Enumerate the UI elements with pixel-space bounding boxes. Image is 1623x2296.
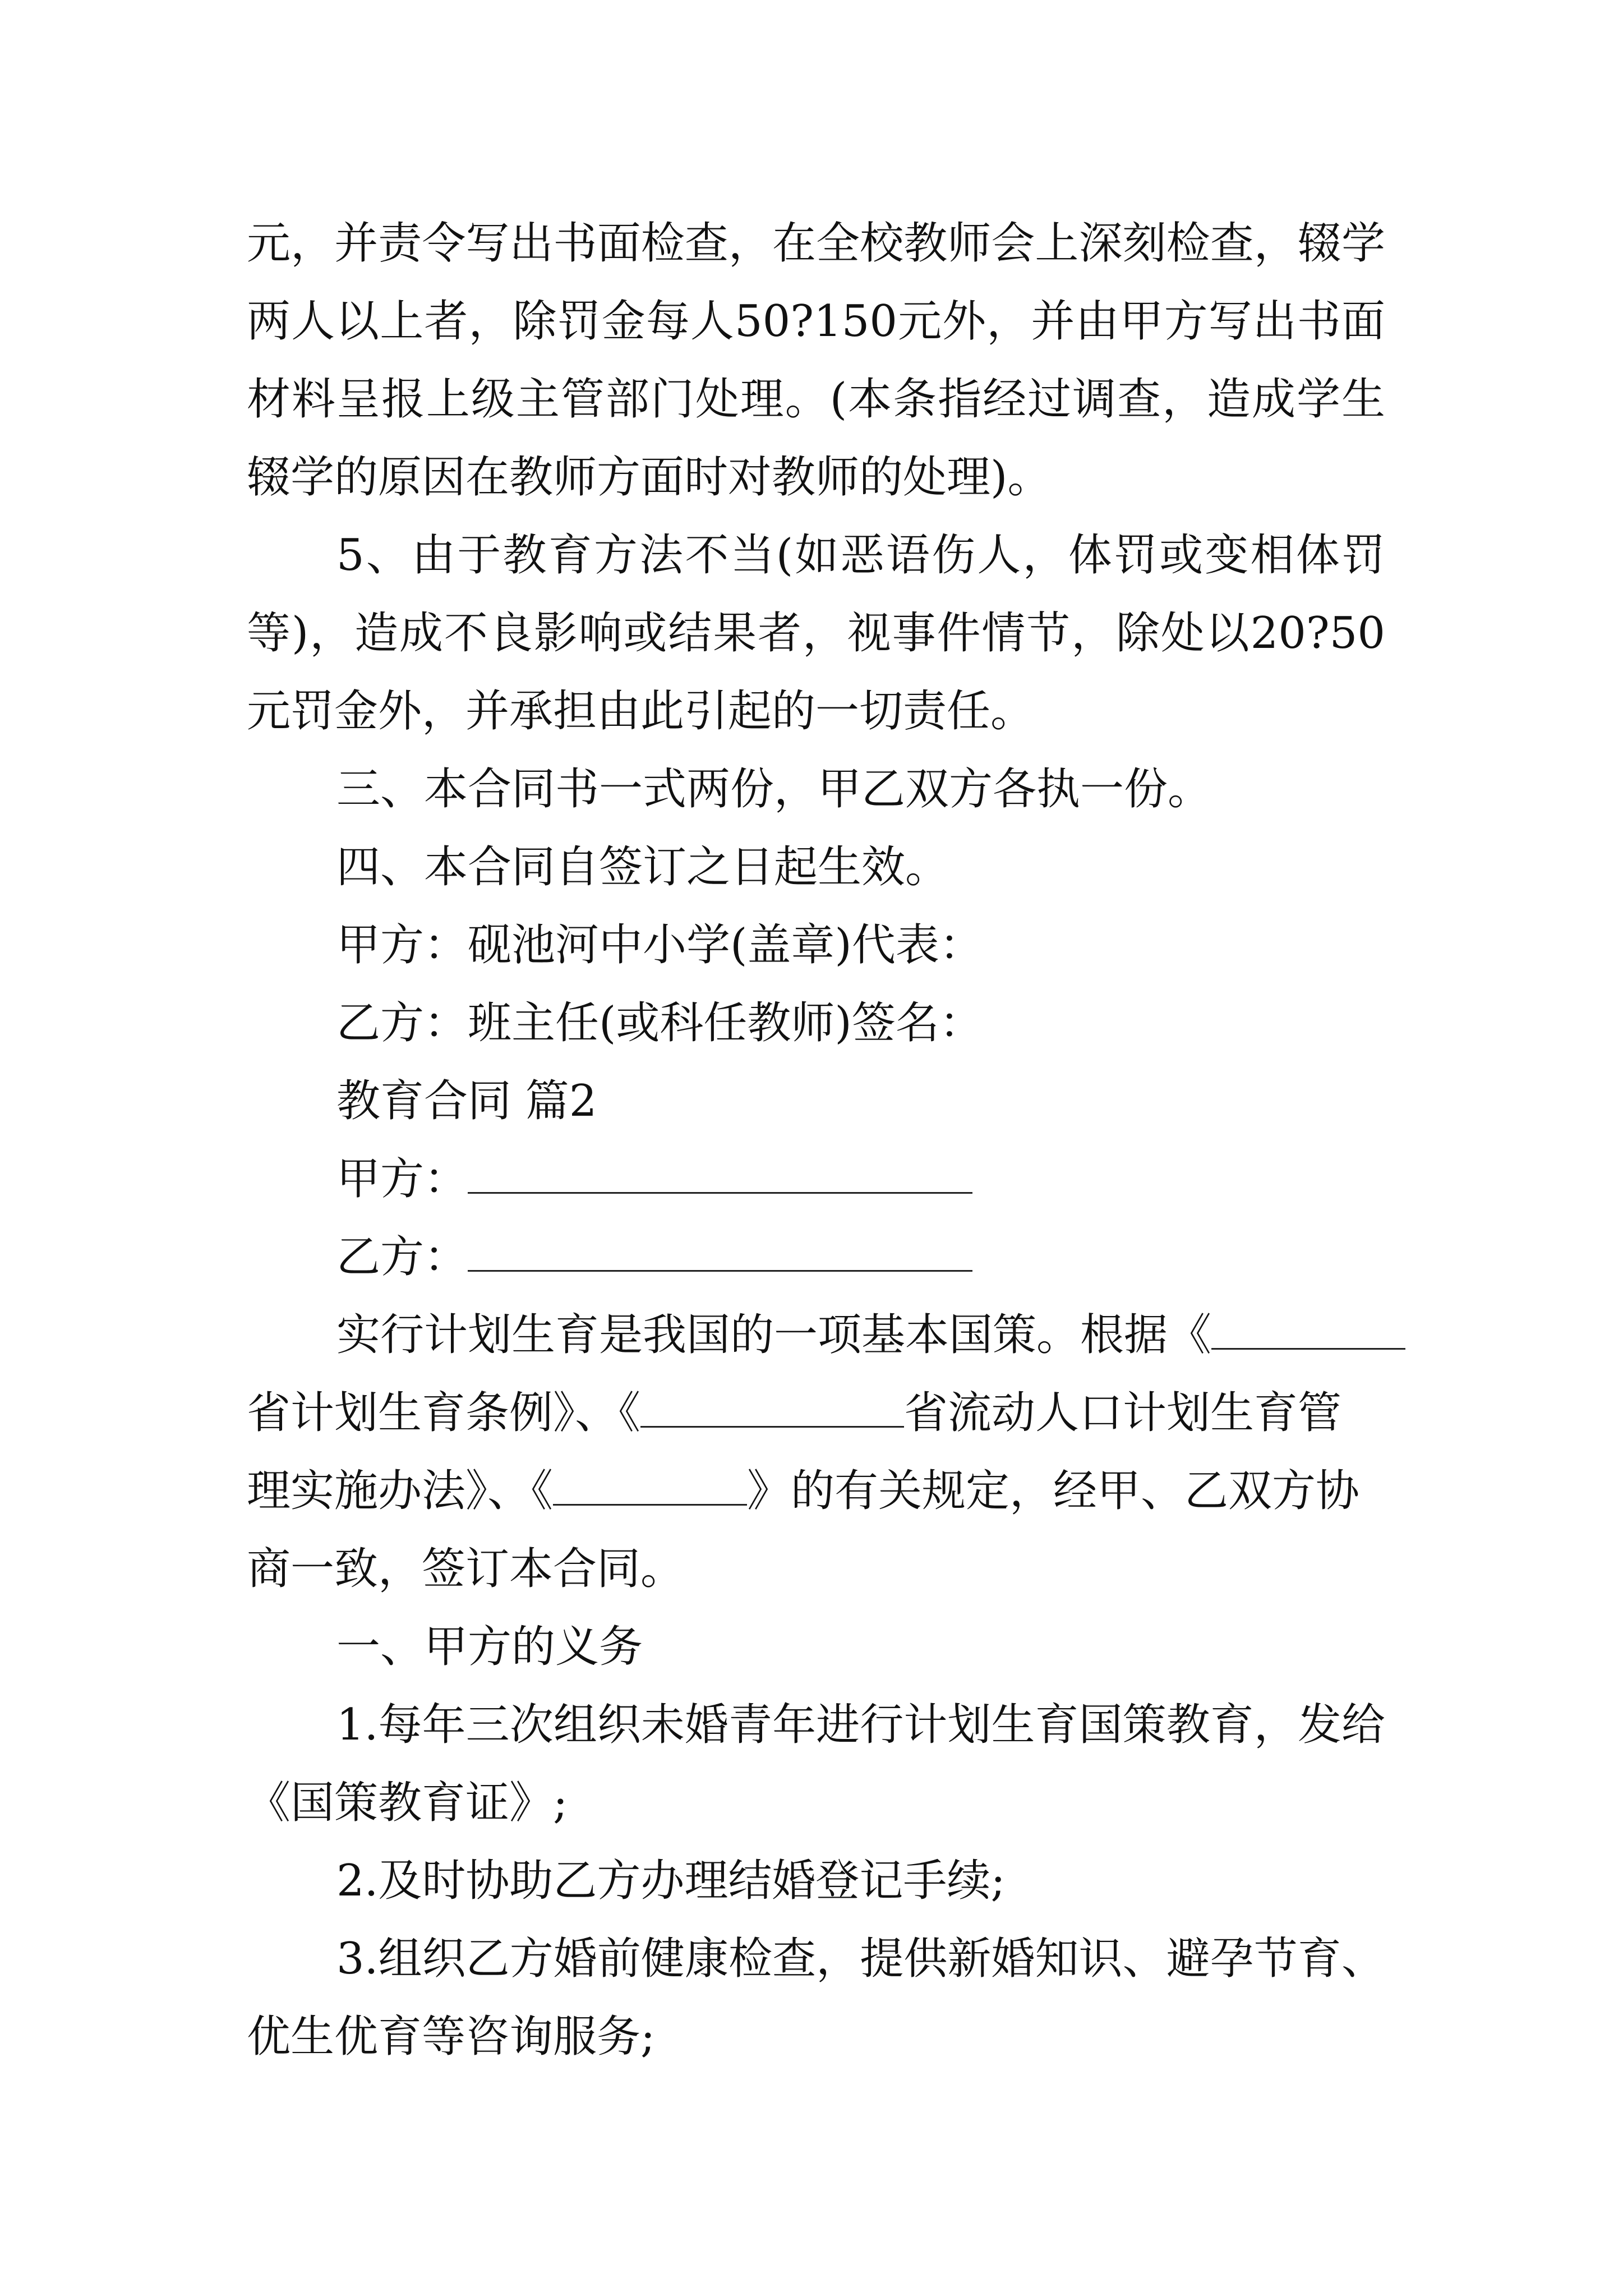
- paragraph-line: 元，并责令写出书面检查，在全校教师会上深刻检查，辍学: [247, 218, 1385, 269]
- text-run: 省流动人口计划生育管: [904, 1388, 1342, 1438]
- paragraph-line: 商一致，签订本合同。: [247, 1544, 685, 1594]
- province-blank: [640, 1419, 904, 1428]
- paragraph-line: 材料呈报上级主管部门处理。(本条指经过调查，造成学生: [247, 374, 1385, 425]
- clause-four: 四、本合同自签订之日起生效。: [336, 842, 949, 892]
- paragraph-line: 《国策教育证》;: [247, 1778, 568, 1828]
- party-a-blank: [468, 1185, 972, 1194]
- paragraph-line: 两人以上者，除罚金每人50?150元外，并由甲方写出书面: [247, 296, 1385, 347]
- text-run: 理实施办法》、《: [247, 1466, 554, 1516]
- section-title: 教育合同 篇2: [336, 1076, 597, 1126]
- paragraph-line: 元罚金外，并承担由此引起的一切责任。: [247, 686, 1035, 737]
- heading-party-a-duties: 一、甲方的义务: [336, 1622, 643, 1672]
- paragraph-line: 辍学的原因在教师方面时对教师的处理)。: [247, 452, 1052, 503]
- clause-three: 三、本合同书一式两份，甲乙双方各执一份。: [336, 764, 1212, 815]
- party-a-field: [336, 1154, 1385, 1204]
- duty-3-line: 3.组织乙方婚前健康检查，提供新婚知识、避孕节育、: [336, 1934, 1385, 1984]
- party-a-signature-line: 甲方：砚池河中小学(盖章)代表：: [336, 920, 983, 970]
- paragraph-line: 等)，造成不良影响或结果者，视事件情节，除处以20?50: [247, 608, 1385, 659]
- party-b-signature-line: 乙方：班主任(或科任教师)签名：: [336, 998, 983, 1048]
- text-run: 》的有关规定，经甲、乙双方协: [747, 1466, 1360, 1516]
- text-run: 实行计划生育是我国的一项基本国策。根据《: [336, 1310, 1212, 1360]
- party-b-label: 乙方：: [336, 1232, 468, 1282]
- clause-5-line: 5、由于教育方法不当(如恶语伤人，体罚或变相体罚: [336, 530, 1385, 581]
- paragraph-line: [336, 1310, 1385, 1360]
- party-b-blank: [468, 1263, 972, 1272]
- paragraph-line: [247, 1388, 1385, 1438]
- duty-1-line: 1.每年三次组织未婚青年进行计划生育国策教育，发给: [336, 1700, 1385, 1750]
- regulation-blank: [553, 1497, 747, 1506]
- province-blank: [1211, 1341, 1405, 1350]
- party-b-field: [336, 1232, 1385, 1282]
- paragraph-line: [247, 1466, 1385, 1516]
- duty-2-line: 2.及时协助乙方办理结婚登记手续;: [336, 1856, 1006, 1906]
- party-a-label: 甲方：: [336, 1154, 468, 1204]
- paragraph-line: 优生优育等咨询服务;: [247, 2012, 656, 2062]
- text-run: 省计划生育条例》、《: [247, 1388, 641, 1438]
